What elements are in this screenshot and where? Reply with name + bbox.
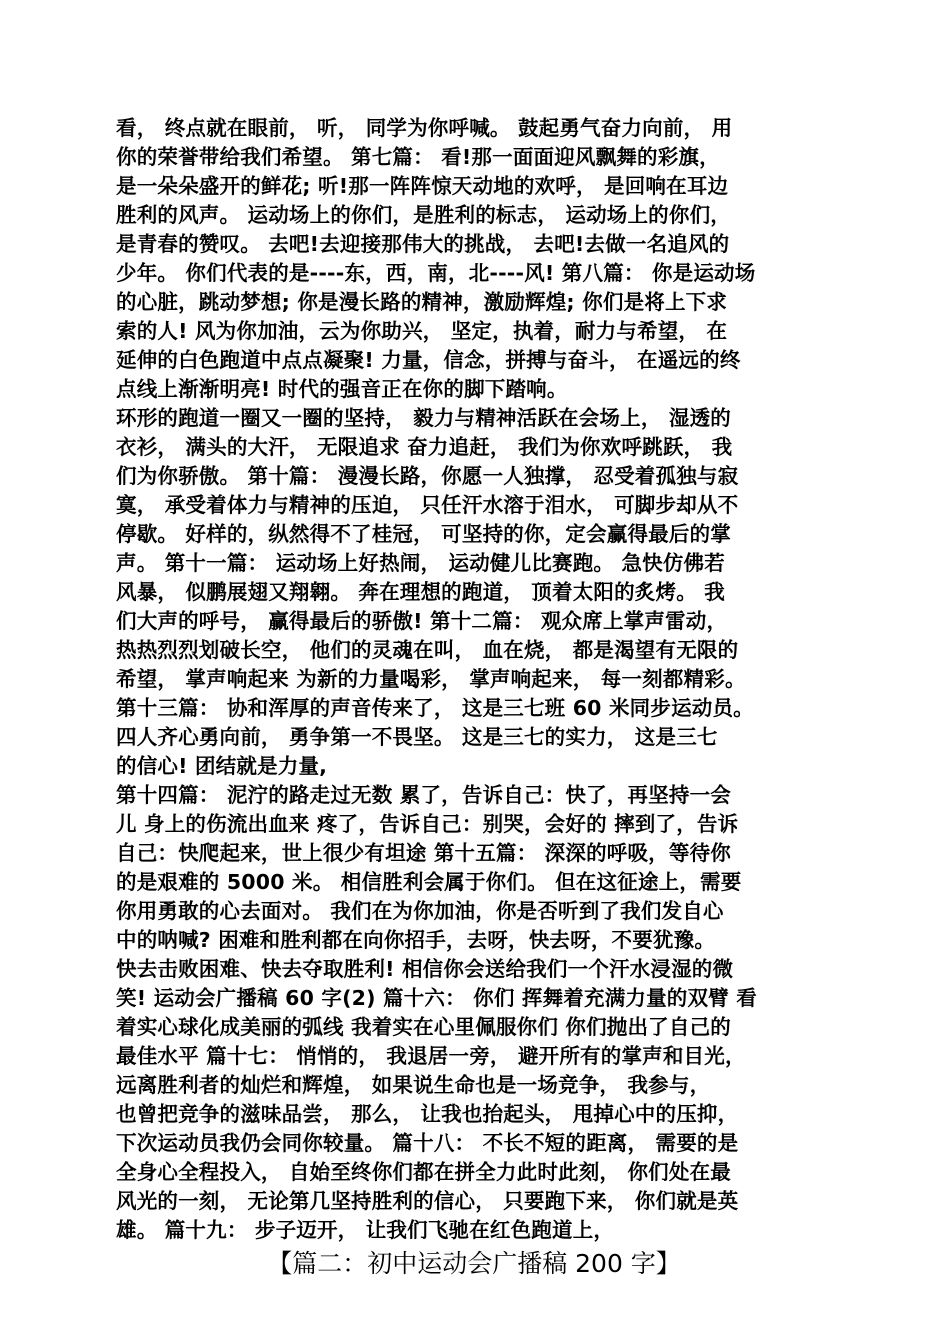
text-line: 们为你骄傲。 第十篇： 漫漫长路，你愿一人独撑， 忍受着孤独与寂 [116, 464, 739, 488]
text-line: 风暴， 似鹏展翅又翔翱。 奔在理想的跑道， 顶着太阳的炙烤。 我 [116, 580, 725, 604]
text-line: 你用勇敢的心去面对。 我们在为你加油，你是否听到了我们发自心 [116, 899, 724, 923]
text-line: 下次运动员我仍会同你较量。 篇十八： 不长不短的距离， 需要的是 [116, 1131, 739, 1155]
text-line: 全身心全程投入， 自始至终你们都在拼全力此时此刻， 你们处在最 [116, 1160, 731, 1184]
text-line: 远离胜利者的灿烂和辉煌， 如果说生命也是一场竞争， 我参与， [116, 1073, 711, 1097]
text-line: 们大声的呼号， 赢得最后的骄傲! 第十二篇： 观众席上掌声雷动， [116, 609, 728, 633]
text-line: 胜利的风声。 运动场上的你们，是胜利的标志， 运动场上的你们， [116, 203, 731, 227]
text-line: 第十三篇： 协和浑厚的声音传来了， 这是三七班 60 米同步运动员。 [116, 696, 754, 720]
text-line: 寞， 承受着体力与精神的压迫， 只任汗水溶于泪水， 可脚步却从不 [116, 493, 739, 517]
text-line: 索的人! 风为你加油，云为你助兴， 坚定，执着，耐力与希望， 在 [116, 319, 728, 343]
text-line: 最佳水平 篇十七： 悄悄的， 我退居一旁， 避开所有的掌声和目光， [116, 1044, 746, 1068]
text-line: 点线上渐渐明亮! 时代的强音正在你的脚下踏响。 [116, 377, 568, 401]
text-line: 风光的一刻， 无论第几坚持胜利的信心， 只要跑下来， 你们就是英 [116, 1189, 739, 1213]
text-line: 衣衫， 满头的大汗， 无限追求 奋力追赶， 我们为你欢呼跳跃， 我 [116, 435, 733, 459]
text-line: 笑! 运动会广播稿 60 字(2) 篇十六： 你们 挥舞着充满力量的双臂 看 [116, 986, 757, 1010]
text-line: 希望， 掌声响起来 为新的力量喝彩， 掌声响起来， 每一刻都精彩。 [116, 667, 746, 691]
text-line: 中的呐喊? 困难和胜利都在向你招手，去呀，快去呀，不要犹豫。 [116, 928, 716, 952]
text-line: 少年。 你们代表的是----东，西，南，北----风! 第八篇： 你是运动场 [116, 261, 756, 285]
text-line: 快去击败困难、快去夺取胜利! 相信你会送给我们一个汗水浸湿的微 [116, 957, 734, 981]
document-body [116, 114, 832, 1281]
text-line: 雄。 篇十九： 步子迈开， 让我们飞驰在红色跑道上， [116, 1218, 615, 1242]
text-line: 是青春的赞叹。 去吧!去迎接那伟大的挑战， 去吧!去做一名追风的 [116, 232, 730, 256]
text-line: 的信心! 团结就是力量, [116, 754, 328, 778]
text-line: 看， 终点就在眼前， 听， 同学为你呼喊。 鼓起勇气奋力向前， 用 [116, 116, 733, 140]
text-line: 停歇。 好样的，纵然得不了桂冠， 可坚持的你，定会赢得最后的掌 [116, 522, 731, 546]
text-line: 也曾把竞争的滋味品尝， 那么， 让我也抬起头， 甩掉心中的压抑， [116, 1102, 739, 1126]
text-line: 四人齐心勇向前， 勇争第一不畏坚。 这是三七的实力， 这是三七 [116, 725, 718, 749]
text-line: 延伸的白色跑道中点点凝聚! 力量，信念，拼搏与奋斗， 在遥远的终 [116, 348, 741, 372]
text-line: 自己：快爬起来，世上很少有坦途 第十五篇： 深深的呼吸，等待你 [116, 841, 731, 865]
paragraph-text [116, 114, 832, 1245]
text-line: 你的荣誉带给我们希望。 第七篇： 看!那一面面迎风飘舞的彩旗， [116, 145, 720, 169]
text-line: 着实心球化成美丽的弧线 我着实在心里佩服你们 你们抛出了自己的 [116, 1015, 731, 1039]
text-line: 的心脏，跳动梦想; 你是漫长路的精神，激励辉煌; 你们是将上下求 [116, 290, 728, 314]
text-line: 热热烈烈划破长空， 他们的灵魂在叫， 血在烧， 都是渴望有无限的 [116, 638, 739, 662]
text-line: 的是艰难的 5000 米。 相信胜利会属于你们。 但在这征途上，需要 [116, 870, 742, 894]
section-heading: 【篇二：初中运动会广播稿 200 字】 [267, 1249, 681, 1278]
text-line: 声。 第十一篇： 运动场上好热闹， 运动健儿比赛跑。 急快仿佛若 [116, 551, 725, 575]
text-line: 是一朵朵盛开的鲜花; 听!那一阵阵惊天动地的欢呼， 是回响在耳边 [116, 174, 729, 198]
text-line: 第十四篇： 泥泞的路走过无数 累了，告诉自己：快了，再坚持一会 [116, 783, 731, 807]
text-line: 儿 身上的伤流出血来 疼了，告诉自己：别哭，会好的 摔到了，告诉 [116, 812, 739, 836]
text-line: 环形的跑道一圈又一圈的坚持， 毅力与精神活跃在会场上， 湿透的 [116, 406, 731, 430]
